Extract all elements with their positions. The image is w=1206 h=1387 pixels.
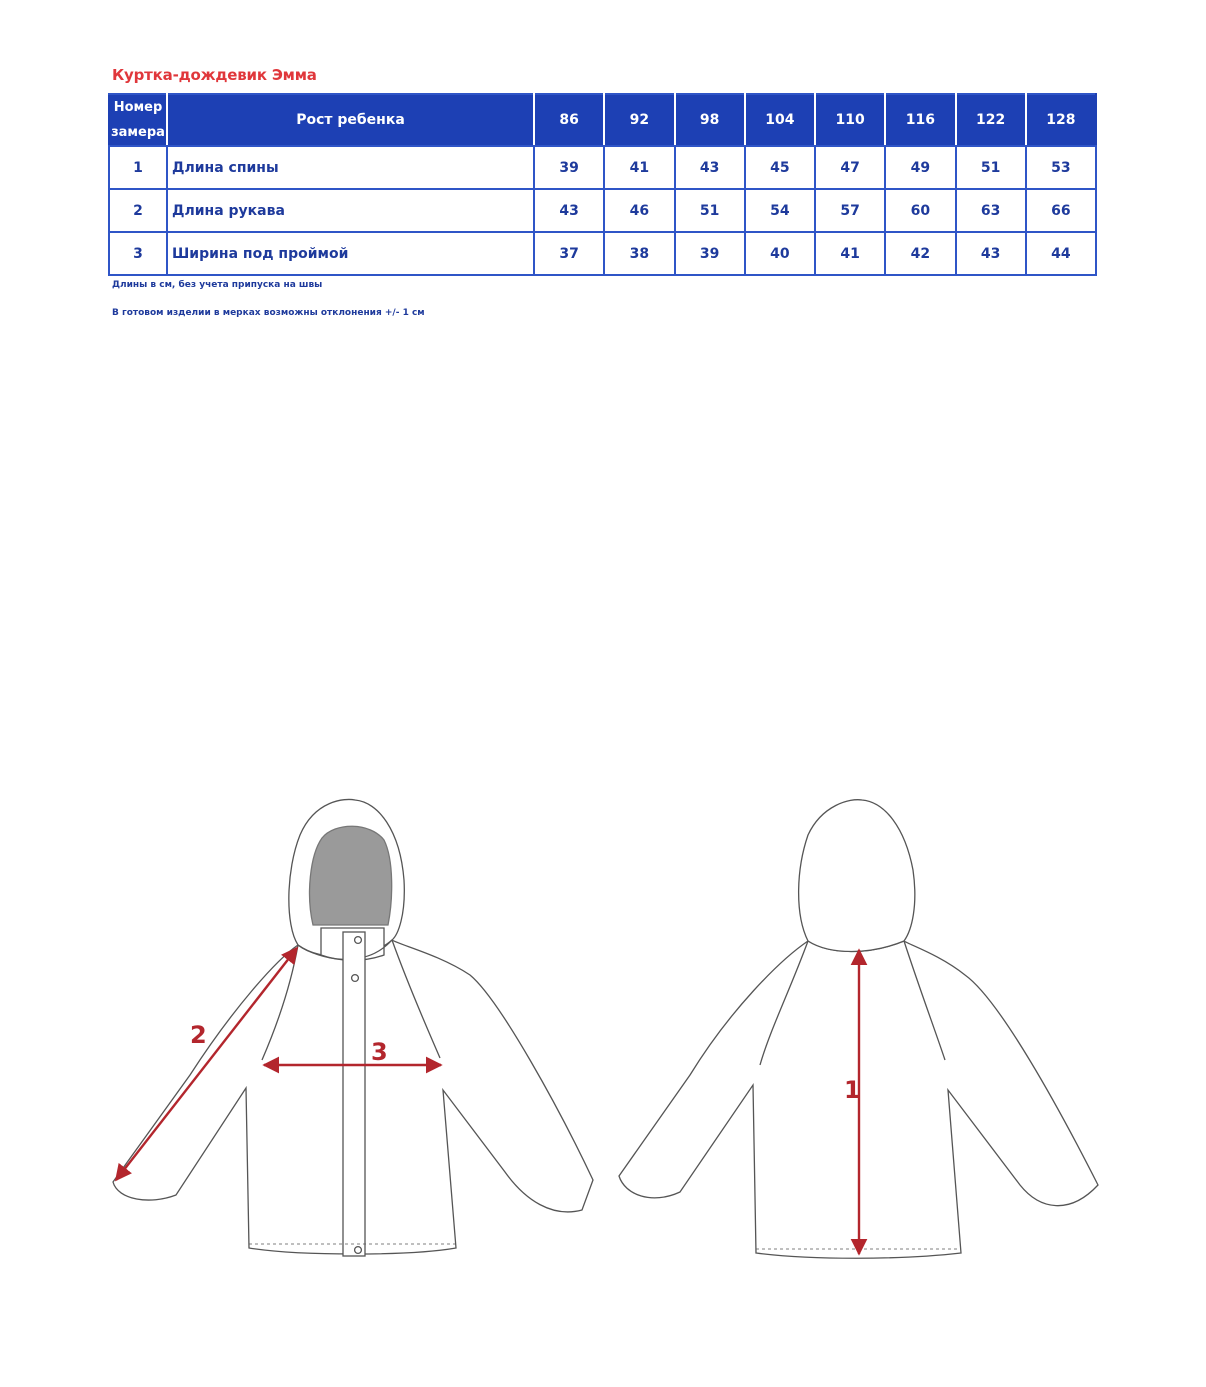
row-number: 2: [109, 189, 167, 232]
header-size: 104: [745, 94, 815, 146]
marker-sleeve-length: 2: [190, 1021, 207, 1049]
table-cell: 43: [534, 189, 604, 232]
table-cell: 60: [885, 189, 955, 232]
table-cell: 45: [745, 146, 815, 189]
table-cell: 41: [604, 146, 674, 189]
table-cell: 49: [885, 146, 955, 189]
header-measure-number: Номер замера: [109, 94, 167, 146]
header-size: 98: [675, 94, 745, 146]
table-cell: 43: [675, 146, 745, 189]
table-cell: 53: [1026, 146, 1096, 189]
page-title: Куртка-дождевик Эмма: [112, 66, 317, 84]
table-cell: 46: [604, 189, 674, 232]
table-cell: 47: [815, 146, 885, 189]
table-cell: 42: [885, 232, 955, 275]
table-cell: 66: [1026, 189, 1096, 232]
table-cell: 39: [534, 146, 604, 189]
size-table: [108, 93, 1097, 276]
table-cell: 44: [1026, 232, 1096, 275]
table-cell: 37: [534, 232, 604, 275]
header-child-height: Рост ребенка: [167, 94, 534, 146]
table-cell: 54: [745, 189, 815, 232]
marker-chest-width: 3: [371, 1038, 388, 1066]
table-cell: 41: [815, 232, 885, 275]
table-cell: 40: [745, 232, 815, 275]
jacket-diagram: [0, 690, 1206, 1290]
header-size: 92: [604, 94, 674, 146]
table-cell: 63: [956, 189, 1026, 232]
marker-back-length: 1: [844, 1076, 861, 1104]
row-number: 3: [109, 232, 167, 275]
note-tolerance: В готовом изделии в мерках возможны отклонения +/- 1 см: [112, 308, 425, 318]
row-label: Длина рукава: [167, 189, 534, 232]
header-size: 86: [534, 94, 604, 146]
table-cell: 51: [675, 189, 745, 232]
header-size: 128: [1026, 94, 1096, 146]
note-units: Длины в см, без учета припуска на швы: [112, 280, 323, 290]
header-size: 122: [956, 94, 1026, 146]
table-cell: 38: [604, 232, 674, 275]
table-row: [109, 146, 1096, 189]
header-size: 110: [815, 94, 885, 146]
table-row: [109, 232, 1096, 275]
table-cell: 51: [956, 146, 1026, 189]
header-size: 116: [885, 94, 955, 146]
row-label: Длина спины: [167, 146, 534, 189]
table-cell: 43: [956, 232, 1026, 275]
table-row: [109, 189, 1096, 232]
table-cell: 57: [815, 189, 885, 232]
table-header-row: [109, 94, 1096, 146]
row-label: Ширина под проймой: [167, 232, 534, 275]
row-number: 1: [109, 146, 167, 189]
table-cell: 39: [675, 232, 745, 275]
jacket-front-drawing: [113, 799, 593, 1256]
